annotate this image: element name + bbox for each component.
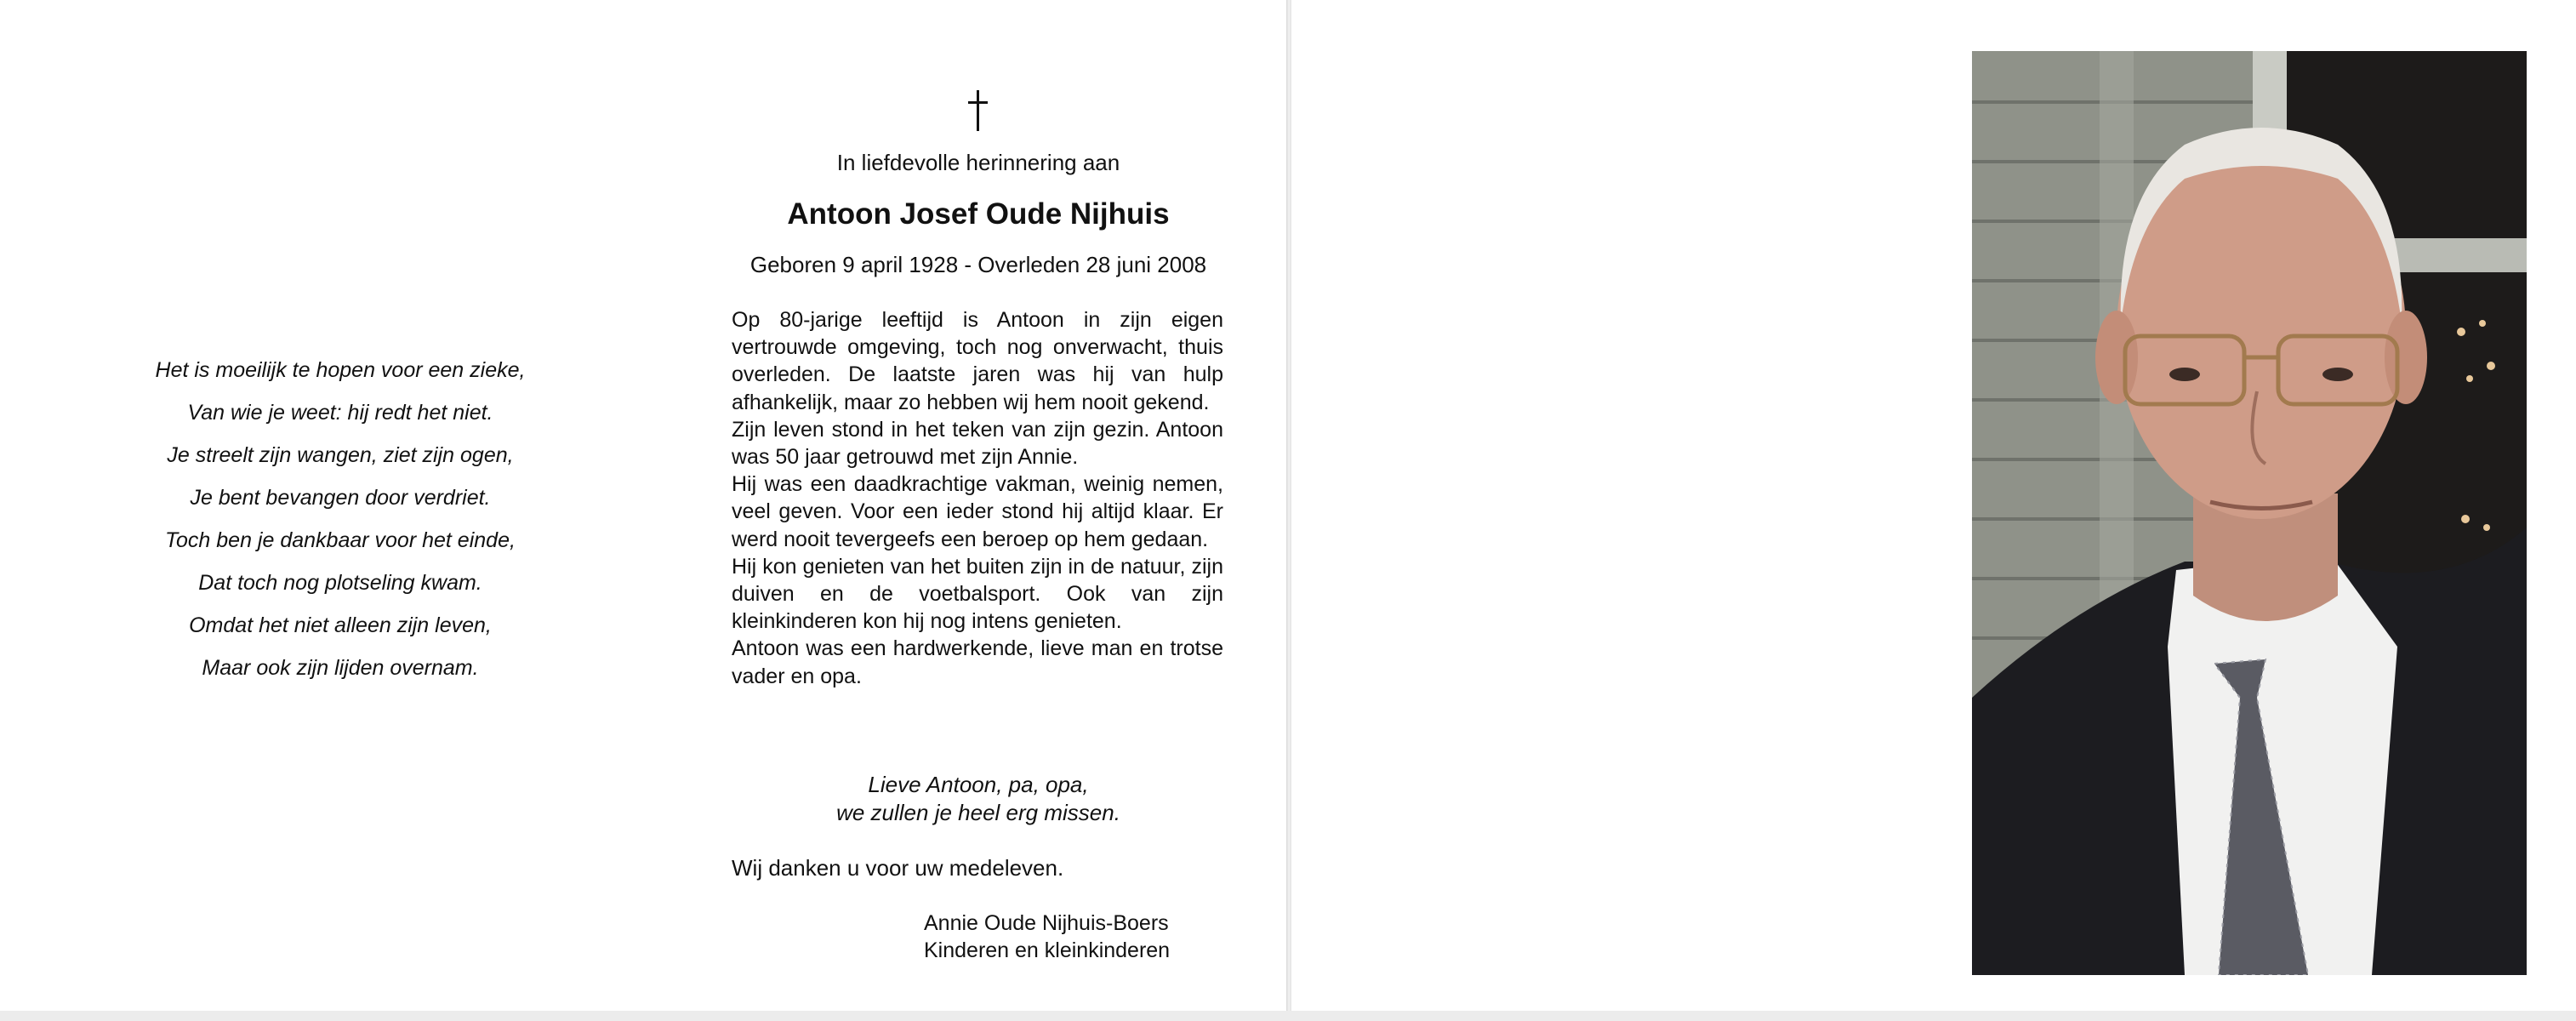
motto-line: we zullen je heel erg missen. [836,800,1120,825]
obituary-paragraph: Op 80-jarige leeftijd is Antoon in zijn eigen vertrouwde omgeving, toch nog onverwacht, thuis overleden. De laatste jaren was hij van hulp afhankelijk, maar zo hebben wij hem nooit gekend. [732,308,1223,414]
signature-line: Kinderen en kleinkinderen [924,938,1171,962]
card-edge-bottom [0,1011,2576,1021]
poem-line: Maar ook zijn lijden overnam. [202,656,479,680]
poem-line: Je bent bevangen door verdriet. [190,486,491,510]
motto-line: Lieve Antoon, pa, opa, [868,772,1089,797]
obituary-paragraph: Hij kon genieten van het buiten zijn in de natuur, zijn duiven en de voetbalsport. Ook van zijn kleinkinderen kon hij nog intens genieten. [732,554,1223,634]
obituary-paragraph: Zijn leven stond in het teken van zijn gezin. Antoon was 50 jaar getrouwd met zijn Annie. [732,417,1223,470]
poem-line: Van wie je weet: hij redt het niet. [187,401,493,425]
poem-line: Toch ben je dankbaar voor het einde, [165,528,516,552]
poem-line: Het is moeilijk te hopen voor een zieke, [155,358,526,382]
poem-line: Je streelt zijn wangen, ziet zijn ogen, [167,443,514,467]
portrait-photo [1972,51,2527,975]
poem [51,349,630,689]
signature-line: Annie Oude Nijhuis-Boers [924,911,1169,935]
obituary-text [732,306,1223,690]
obituary-paragraph: Antoon was een hardwerkende, lieve man en trotse vader en opa. [732,636,1223,688]
poem-line: Dat toch nog plotseling kwam. [198,571,482,595]
motto [732,771,1225,827]
life-dates: Geboren 9 april 1928 - Overleden 28 juni 2008 [749,252,1207,277]
cross-icon [953,83,1004,134]
poem-line: Omdat het niet alleen zijn leven, [189,613,492,637]
intro-text: In liefdevolle herinnering aan [836,150,1120,175]
deceased-name: Antoon Josef Oude Nijhuis [787,197,1170,231]
card-left-page [0,0,1286,1021]
signature [924,910,1247,964]
obituary-paragraph: Hij was een daadkrachtige vakman, weinig nemen, veel geven. Voor een ieder stond hij altijd klaar. Er werd nooit tevergeefs een beroep op hem gedaan. [732,472,1223,551]
thanks-text: Wij danken u voor uw medeleven. [732,855,1064,881]
